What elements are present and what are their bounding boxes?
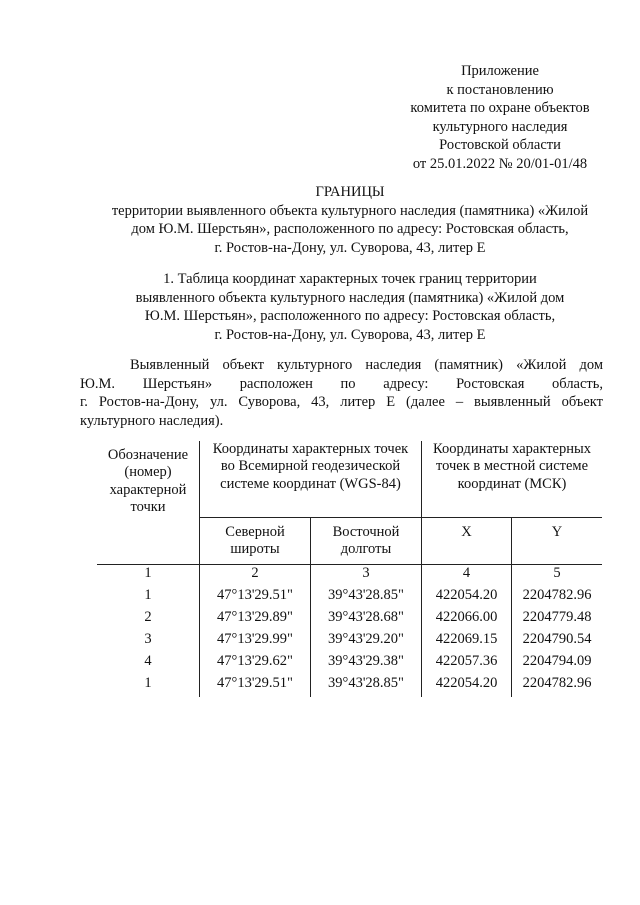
column-number: 1 — [97, 565, 200, 588]
msk-x: 422069.15 — [422, 631, 512, 653]
east-longitude: 39°43'28.85" — [311, 587, 422, 609]
table-caption-line: Ю.М. Шерстьян», расположенного по адресу: Ростовская область, — [144, 308, 556, 325]
header-east-label: Восточной долготы — [311, 518, 422, 565]
table-row — [97, 675, 602, 697]
msk-y: 2204779.48 — [522, 609, 592, 625]
header-y-label: Y — [512, 518, 603, 565]
msk-y: 2204782.96 — [522, 675, 592, 691]
point-number: 2 — [97, 609, 200, 631]
point-number: 1 — [97, 675, 200, 697]
appendix-line: культурного наследия — [432, 118, 568, 135]
heading-line: территории выявленного объекта культурного наследия (памятника) «Жилой — [111, 202, 589, 219]
msk-x: 422054.20 — [422, 587, 512, 609]
appendix-line: Приложение — [461, 63, 539, 79]
msk-x: 422066.00 — [422, 609, 512, 631]
point-number: 3 — [97, 631, 200, 653]
north-latitude: 47°13'29.62" — [200, 653, 311, 675]
document-title: ГРАНИЦЫ — [315, 184, 385, 200]
north-latitude: 47°13'29.99" — [200, 631, 311, 653]
description-paragraph — [80, 356, 603, 430]
header-point-label: Обозначение (номер) характерной точки — [97, 441, 200, 565]
point-number: 1 — [97, 587, 200, 609]
msk-x: 422057.36 — [422, 653, 512, 675]
heading-line: г. Ростов-на-Дону, ул. Суворова, 43, литер Е — [214, 239, 486, 256]
east-longitude: 39°43'28.85" — [311, 675, 422, 697]
paragraph-line: Ю.М. Шерстьян» расположен по адресу: Ростовская область, — [80, 375, 603, 392]
msk-x: 422054.20 — [422, 675, 512, 697]
column-number: 2 — [200, 565, 311, 588]
msk-y: 2204782.96 — [522, 587, 592, 603]
north-latitude: 47°13'29.51" — [200, 675, 311, 697]
table-row — [97, 631, 602, 653]
east-longitude: 39°43'29.38" — [311, 653, 422, 675]
table-row — [97, 609, 602, 631]
appendix-line: к постановлению — [446, 81, 554, 98]
table-row — [97, 653, 602, 675]
east-longitude: 39°43'29.20" — [311, 631, 422, 653]
paragraph-line: г. Ростов-на-Дону, ул. Суворова, 43, литер Е (далее – выявленный объект — [80, 394, 603, 411]
header-x-label: X — [422, 518, 512, 565]
paragraph-line: культурного наследия). — [80, 412, 224, 429]
column-numbering-row — [97, 565, 602, 588]
appendix-line: от 25.01.2022 № 20/01-01/48 — [412, 155, 588, 172]
coordinates-table — [97, 441, 602, 697]
table-row — [97, 587, 602, 609]
column-number: 5 — [553, 565, 561, 581]
table-caption-line: 1. Таблица координат характерных точек границ территории — [163, 271, 537, 287]
heading-line: дом Ю.М. Шерстьян», расположенного по адресу: Ростовская область, — [131, 221, 569, 238]
point-number: 4 — [97, 653, 200, 675]
msk-y: 2204794.09 — [522, 653, 592, 669]
north-latitude: 47°13'29.89" — [200, 609, 311, 631]
paragraph-line: Выявленный объект культурного наследия (памятник) «Жилой дом — [130, 357, 603, 373]
appendix-line: Ростовской области — [439, 137, 561, 154]
appendix-block — [400, 62, 600, 174]
table-header-row — [97, 441, 602, 518]
east-longitude: 39°43'28.68" — [311, 609, 422, 631]
table-caption-line: г. Ростов-на-Дону, ул. Суворова, 43, литер Е — [214, 326, 486, 343]
appendix-line: комитета по охране объектов — [410, 100, 590, 117]
column-number: 4 — [422, 565, 512, 588]
msk-y: 2204790.54 — [522, 631, 592, 647]
header-msk-label: Координаты характерных точек в местной системе координат (МСК) — [422, 441, 603, 518]
header-wgs-label: Координаты характерных точек во Всемирной геодезической системе координат (WGS-84) — [200, 441, 422, 518]
header-north-label: Северной широты — [200, 518, 311, 565]
document-heading — [70, 183, 630, 257]
table-caption-line: выявленного объекта культурного наследия (памятника) «Жилой дом — [135, 289, 565, 306]
north-latitude: 47°13'29.51" — [200, 587, 311, 609]
column-number: 3 — [311, 565, 422, 588]
table-caption — [70, 270, 630, 344]
